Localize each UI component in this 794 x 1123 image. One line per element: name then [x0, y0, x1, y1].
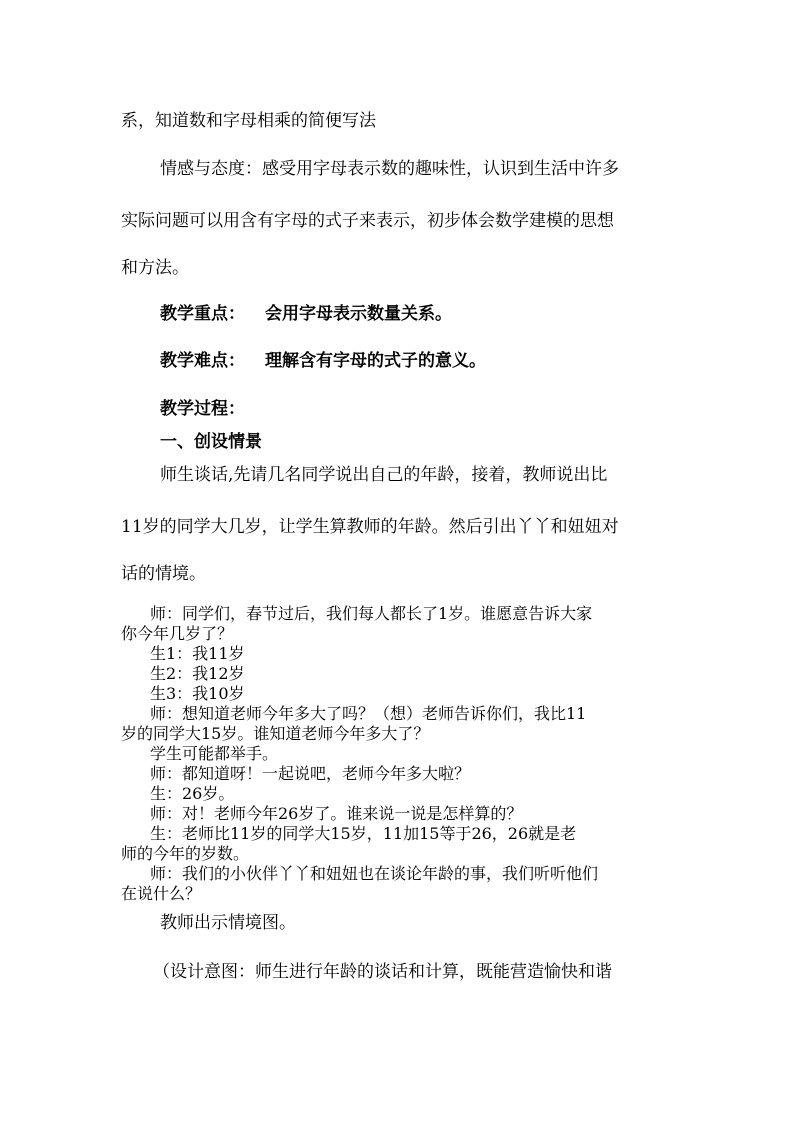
- dialogue-line: 师：我们的小伙伴丫丫和妞妞也在谈论年龄的事，我们听听他们: [150, 864, 599, 883]
- dialogue-line: 岁的同学大15岁。谁知道老师今年多大了？: [121, 724, 430, 743]
- dialogue-line: 生1：我11岁: [150, 644, 245, 663]
- dialogue-line: 你今年几岁了？: [121, 624, 234, 643]
- dialogue-line: 师：都知道呀！一起说吧，老师今年多大啦？: [150, 764, 471, 783]
- section-heading: 教学过程：: [160, 399, 245, 419]
- dialogue-line: 生：老师比11岁的同学大15岁，11加15等于26，26就是老: [150, 824, 577, 843]
- difficulty-label: 教学难点：: [160, 351, 245, 371]
- focus-text: 会用字母表示数量关系。: [265, 304, 452, 324]
- difficulty-text: 理解含有字母的式子的意义。: [265, 351, 486, 371]
- dialogue-line: 师的今年的岁数。: [121, 844, 250, 863]
- text-line: 话的情境。: [121, 564, 206, 584]
- section-heading: 一、创设情景: [160, 432, 262, 452]
- dialogue-line: 在说什么？: [121, 884, 202, 903]
- dialogue-line: 学生可能都举手。: [150, 744, 279, 763]
- text-line: 11岁的同学大几岁，让学生算教师的年龄。然后引出丫丫和妞妞对: [121, 517, 619, 537]
- text-line: 教师出示情境图。: [160, 913, 296, 933]
- text-line: （设计意图：师生进行年龄的谈话和计算，既能营造愉快和谐: [153, 962, 612, 982]
- dialogue-line: 师：同学们，春节过后，我们每人都长了1岁。谁愿意告诉大家: [150, 604, 593, 623]
- dialogue-line: 生2：我12岁: [150, 664, 245, 683]
- dialogue-line: 师：对！老师今年26岁了。谁来说一说是怎样算的？: [150, 804, 523, 823]
- text-line: 情感与态度：感受用字母表示数的趣味性，认识到生活中许多: [160, 159, 619, 179]
- dialogue-line: 师：想知道老师今年多大了吗？（想）老师告诉你们，我比11: [150, 704, 587, 723]
- text-line: 师生谈话,先请几名同学说出自己的年龄，接着，教师说出比: [160, 465, 608, 485]
- dialogue-line: 生3：我10岁: [150, 684, 245, 703]
- dialogue-line: 生：26岁。: [150, 784, 235, 803]
- text-line: 系，知道数和字母相乘的简便写法: [121, 111, 376, 131]
- focus-label: 教学重点：: [160, 304, 245, 324]
- text-line: 实际问题可以用含有字母的式子来表示，初步体会数学建模的思想: [121, 211, 614, 231]
- text-line: 和方法。: [121, 258, 189, 278]
